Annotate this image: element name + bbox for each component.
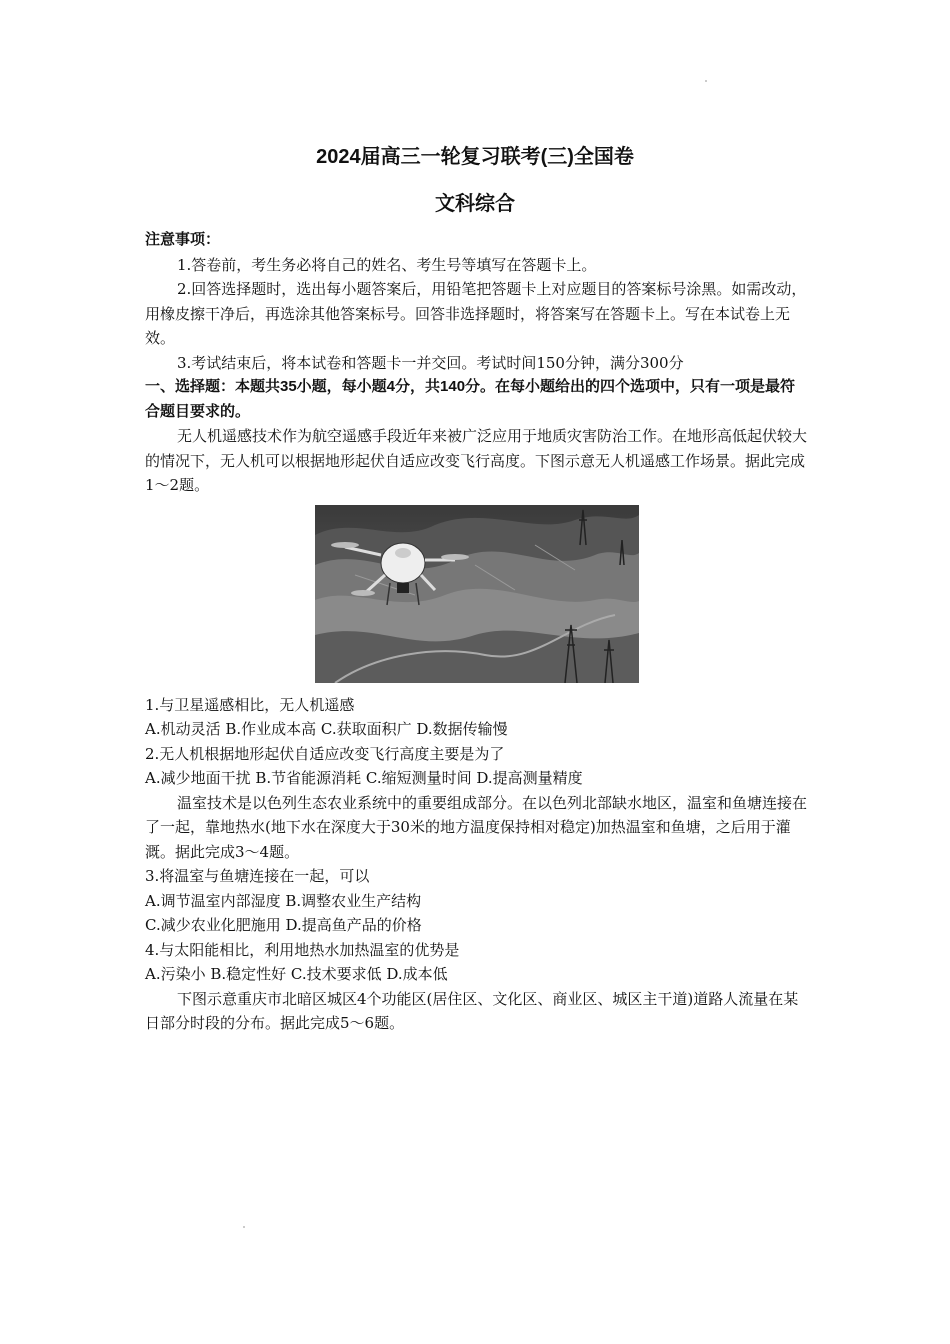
question-options: A.调节温室内部湿度 B.调整农业生产结构 [145, 891, 422, 910]
drone-over-mountains-photo-icon [315, 505, 639, 683]
notice-item: 1.答卷前，考生务必将自己的姓名、考生号等填写在答题卡上。 [177, 255, 597, 274]
section-heading: 一、选择题：本题共35小题，每小题4分，共140分。在每小题给出的四个选项中，只有一项是最符合题目要求的。 [145, 378, 796, 420]
speck [243, 1226, 245, 1228]
passage-3: 下图示意重庆市北暗区城区4个功能区(居住区、文化区、商业区、城区主干道)道路人流量在某日部分时段的分布。据此完成5～6题。 [145, 989, 799, 1032]
passage-2: 温室技术是以色列生态农业系统中的重要组成部分。在以色列北部缺水地区，温室和鱼塘连接在了一起，靠地热水(地下水在深度大于30米的地方温度保持相对稳定)加热温室和鱼塘，之后用于灌溉。据此完成3～4题。 [145, 793, 808, 861]
question-stem: 4.与太阳能相比，利用地热水加热温室的优势是 [145, 940, 460, 959]
notice-item: 3.考试结束后，将本试卷和答题卡一并交回。考试时间150分钟，满分300分 [177, 353, 684, 372]
question-options: A.污染小 B.稳定性好 C.技术要求低 D.成本低 [145, 965, 448, 983]
question-stem: 2.无人机根据地形起伏自适应改变飞行高度主要是为了 [145, 744, 505, 763]
notice-item: 2.回答选择题时，选出每小题答案后，用铅笔把答题卡上对应题目的答案标号涂黑。如需改动，用橡皮擦干净后，再选涂其他答案标号。回答非选择题时，将答案写在答题卡上。写在本试卷上无效。 [145, 280, 807, 347]
exam-content [145, 228, 807, 1036]
question-options: C.减少农业化肥施用 D.提高鱼产品的价格 [145, 916, 422, 934]
question-options: A.机动灵活 B.作业成本高 C.获取面积广 D.数据传输慢 [145, 720, 508, 738]
question-stem: 1.与卫星遥感相比，无人机遥感 [145, 695, 355, 714]
speck [705, 80, 707, 82]
exam-title: 2024届高三一轮复习联考(三)全国卷 [316, 146, 634, 168]
question-options: A.减少地面干扰 B.节省能源消耗 C.缩短测量时间 D.提高测量精度 [145, 769, 583, 787]
passage-1: 无人机遥感技术作为航空遥感手段近年来被广泛应用于地质灾害防治工作。在地形高低起伏较大的情况下，无人机可以根据地形起伏自适应改变飞行高度。下图示意无人机遥感工作场景。据此完成1～2题。 [145, 427, 808, 494]
question-stem: 3.将温室与鱼塘连接在一起，可以 [145, 867, 370, 885]
notice-heading: 注意事项： [145, 231, 221, 248]
drone-photo [315, 505, 639, 683]
exam-subtitle: 文科综合 [435, 193, 515, 215]
